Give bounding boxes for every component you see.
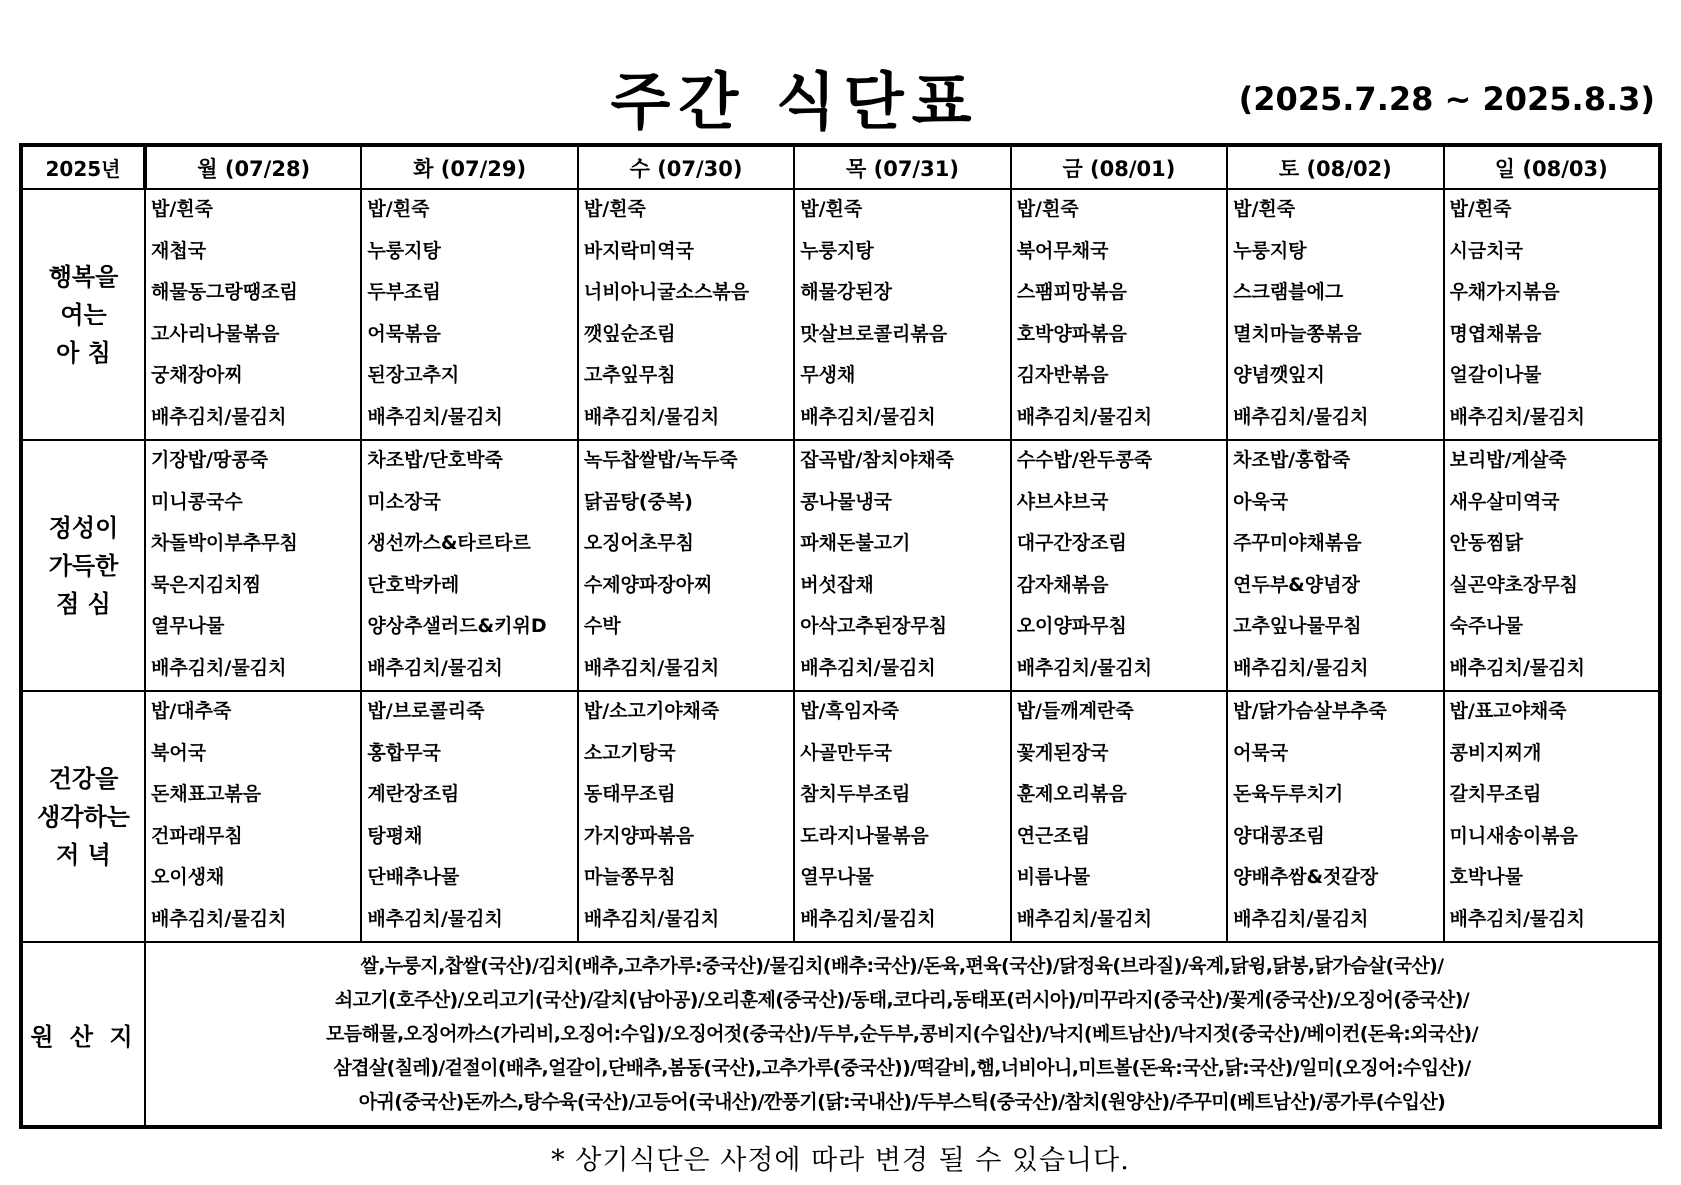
origin-line: 쇠고기(호주산)/오리고기(국산)/갈치(남아공)/오리훈제(중국산)/동태,코다리,동태포(러시아)/미꾸라지(중국산)/꽃게(중국산)/오징어(중국산)/ [334,989,1470,1011]
meal-row-breakfast [21,189,1660,440]
dish-item: 잡곡밥/참치야채죽 [800,449,955,471]
dish-item: 배추김치/물김치 [367,405,503,428]
dish-item: 주꾸미야채볶음 [1233,532,1362,554]
dish-item: 궁채장아찌 [151,364,243,386]
dish-item: 양상추샐러드&키위D [367,615,547,637]
dish-item: 너비아니굴소스볶음 [583,281,750,303]
dish-item: 대구간장조림 [1016,532,1127,554]
dish-item: 누룽지탕 [367,239,441,262]
dish-item: 미니새송이볶음 [1449,824,1579,847]
dish-item: 차조밥/홍합죽 [1233,449,1351,471]
menu-cell-wed [578,440,794,691]
dish-item: 배추김치/물김치 [151,656,287,679]
menu-cell-sun [1444,440,1660,691]
origin-label: 원 산 지 [21,942,145,1127]
day-header-sat: 토 (08/02) [1227,145,1443,189]
menu-cell-sun [1444,189,1660,440]
dish-item: 배추김치/물김치 [1233,907,1369,930]
dish-item: 오징어초무침 [583,532,694,554]
dish-item: 양념깻잎지 [1233,364,1325,386]
menu-cell-tue [361,189,577,440]
dish-item: 보리밥/게살죽 [1449,449,1567,471]
dish-item: 생선까스&타르타르 [367,532,531,554]
dish-item: 탕평채 [367,824,423,847]
dish-item: 배추김치/물김치 [1016,405,1153,428]
dish-item: 홍합무국 [367,741,441,764]
dish-item: 갈치무조림 [1449,783,1542,805]
dish-item: 숙주나물 [1449,615,1523,637]
dish-item: 마늘쫑무침 [583,866,676,888]
dish-item: 참치두부조림 [800,783,911,805]
dish-item: 밥/표고야채죽 [1449,700,1567,722]
dish-item: 호박나물 [1449,866,1523,888]
dish-item: 밥/소고기야채죽 [583,700,720,722]
dish-item: 꽃게된장국 [1016,741,1109,764]
meal-label: 정성이 가득한 점 심 [21,440,145,691]
dish-item: 배추김치/물김치 [583,656,720,679]
dish-item: 해물강된장 [800,281,893,303]
dish-item: 수박 [583,615,621,637]
menu-cell-sun [1444,691,1660,942]
dish-item: 파채돈불고기 [800,532,911,554]
menu-cell-sat [1227,189,1443,440]
dish-item: 열무나물 [800,866,874,888]
menu-cell-thu [794,691,1010,942]
origin-line: 아귀(중국산)돈까스,탕수육(국산)/고등어(국내산)/깐풍기(닭:국내산)/두부스틱(중국산)/참치(원양산)/주꾸미(베트남산)/콩가루(수입산) [358,1091,1446,1113]
dish-item: 소고기탕국 [583,741,676,764]
day-header-thu: 목 (07/31) [794,145,1010,189]
dish-item: 기장밥/땅콩죽 [151,449,269,471]
dish-item: 된장고추지 [367,364,460,386]
dish-item: 아삭고추된장무침 [800,615,948,637]
footnote: * 상기식단은 사정에 따라 변경 될 수 있습니다. [551,1145,1130,1176]
year-header: 2025년 [21,145,145,189]
dish-item: 두부조림 [367,281,441,303]
dish-item: 멸치마늘쫑볶음 [1233,322,1362,345]
dish-item: 안동찜닭 [1449,532,1523,554]
dish-item: 연근조림 [1016,824,1091,847]
dish-item: 감자채볶음 [1016,573,1109,596]
dish-item: 밥/흰죽 [1449,198,1512,220]
dish-item: 수수밥/완두콩죽 [1016,449,1153,471]
menu-cell-fri [1011,440,1227,691]
dish-item: 배추김치/물김치 [1016,656,1153,679]
dish-item: 샤브샤브국 [1016,490,1109,513]
menu-cell-wed [578,189,794,440]
menu-cell-thu [794,440,1010,691]
day-header-sun: 일 (08/03) [1444,145,1660,189]
dish-item: 밥/흑임자죽 [800,700,899,722]
dish-item: 북어무채국 [1016,239,1109,262]
day-header-fri: 금 (08/01) [1011,145,1227,189]
meal-row-lunch [21,440,1660,691]
dish-item: 콩나물냉국 [800,490,893,513]
dish-item: 단호박카레 [367,573,460,596]
dish-item: 배추김치/물김치 [800,907,936,930]
menu-cell-fri [1011,189,1227,440]
dish-item: 사골만두국 [800,741,893,764]
dish-item: 배추김치/물김치 [367,907,503,930]
dish-item: 훈제오리볶음 [1016,783,1127,805]
dish-item: 재첩국 [151,239,207,262]
dish-item: 명엽채볶음 [1449,322,1542,345]
dish-item: 배추김치/물김치 [583,907,720,930]
meal-row-dinner [21,691,1660,942]
dish-item: 무생채 [800,364,856,386]
dish-item: 배추김치/물김치 [583,405,720,428]
dish-item: 도라지나물볶음 [800,824,929,847]
menu-cell-sat [1227,440,1443,691]
weekly-menu-table [19,143,1662,1129]
dish-item: 아욱국 [1233,490,1289,513]
dish-item: 건파래무침 [151,824,243,847]
dish-item: 밥/들깨계란죽 [1016,700,1134,722]
dish-item: 열무나물 [151,615,225,637]
dish-item: 밥/흰죽 [1016,198,1079,220]
dish-item: 양대콩조림 [1233,824,1325,847]
dish-item: 깻잎순조림 [583,322,676,345]
dish-item: 우채가지볶음 [1449,281,1560,303]
dish-item: 묵은지김치찜 [151,573,262,596]
dish-item: 밥/흰죽 [151,198,214,220]
dish-item: 미니콩국수 [151,490,243,513]
dish-item: 돈채표고볶음 [151,783,262,805]
dish-item: 돈육두루치기 [1233,783,1344,805]
dish-item: 배추김치/물김치 [1233,656,1369,679]
dish-item: 밥/흰죽 [800,198,863,220]
origin-line: 모듬해물,오징어까스(가리비,오징어:수입)/오징어젓(중국산)/두부,순두부,콩비지(수입산)/낙지(베트남산)/낙지젓(중국산)/베이컨(돈육:외국산)/ [326,1023,1478,1045]
menu-cell-tue [361,440,577,691]
menu-cell-sat [1227,691,1443,942]
dish-item: 미소장국 [367,490,441,513]
dish-item: 수제양파장아찌 [583,573,713,596]
date-range: (2025.7.28 ~ 2025.8.3) [1238,80,1655,118]
menu-cell-tue [361,691,577,942]
dish-item: 호박양파볶음 [1016,322,1127,345]
dish-item: 김자반볶음 [1016,364,1109,386]
dish-item: 배추김치/물김치 [1449,907,1585,930]
dish-item: 단배추나물 [367,866,460,888]
dish-item: 맛살브로콜리볶음 [800,322,948,345]
dish-item: 시금치국 [1449,239,1523,262]
page-title: 주간 식단표 [610,65,980,138]
dish-item: 어묵국 [1233,741,1289,764]
dish-item: 바지락미역국 [583,239,694,262]
origin-line: 쌀,누룽지,찹쌀(국산)/김치(배추,고추가루:중국산)/물김치(배추:국산)/돈육,편육(국산)/닭정육(브라질)/육계,닭윙,닭봉,닭가슴살(국산)/ [360,955,1444,977]
dish-item: 밥/흰죽 [367,198,430,220]
dish-item: 계란장조림 [367,783,460,805]
dish-item: 얼갈이나물 [1449,364,1542,386]
menu-cell-mon [145,440,361,691]
dish-item: 밥/흰죽 [583,198,646,220]
dish-item: 가지양파볶음 [583,824,694,847]
dish-item: 배추김치/물김치 [1233,405,1369,428]
dish-item: 배추김치/물김치 [1449,656,1585,679]
meal-label: 행복을 여는 아 침 [21,189,145,440]
dish-item: 배추김치/물김치 [1016,907,1153,930]
dish-item: 해물동그랑땡조림 [151,281,298,303]
dish-item: 배추김치/물김치 [151,405,287,428]
menu-cell-wed [578,691,794,942]
dish-item: 밥/대추죽 [151,700,232,722]
dish-item: 밥/닭가슴살부추죽 [1233,700,1387,722]
dish-item: 차조밥/단호박죽 [367,449,503,471]
dish-item: 양배추쌈&젓갈장 [1233,866,1379,888]
dish-item: 고추잎나물무침 [1233,615,1362,637]
dish-item: 차돌박이부추무침 [151,532,298,554]
dish-item: 실곤약초장무침 [1449,573,1579,596]
dish-item: 고사리나물볶음 [151,322,280,345]
dish-item: 버섯잡채 [800,573,874,596]
origin-info [145,942,1660,1127]
dish-item: 스팸피망볶음 [1016,281,1127,303]
dish-item: 오이양파무침 [1016,615,1127,637]
dish-item: 새우살미역국 [1449,490,1560,513]
dish-item: 누룽지탕 [800,239,874,262]
day-header-tue: 화 (07/29) [361,145,577,189]
dish-item: 오이생채 [151,866,225,888]
day-header-mon: 월 (07/28) [145,145,361,189]
dish-item: 동태무조림 [583,783,676,805]
dish-item: 고추잎무침 [583,364,676,386]
dish-item: 누룽지탕 [1233,239,1307,262]
dish-item: 콩비지찌개 [1449,741,1542,764]
origin-line: 삼겹살(칠레)/겉절이(배추,얼갈이,단배추,봄동(국산),고추가루(중국산))/떡갈비,햄,너비아니,미트볼(돈육:국산,닭:국산)/일미(오징어:수입산)/ [333,1057,1471,1079]
dish-item: 어묵볶음 [367,322,441,345]
dish-item: 닭곰탕(중복) [583,490,693,513]
dish-item: 배추김치/물김치 [1449,405,1585,428]
meal-label: 건강을 생각하는 저 녁 [21,691,145,942]
origin-row [21,942,1660,1127]
dish-item: 배추김치/물김치 [800,656,936,679]
day-header-wed: 수 (07/30) [578,145,794,189]
menu-cell-thu [794,189,1010,440]
dish-item: 북어국 [151,741,207,764]
dish-item: 배추김치/물김치 [367,656,503,679]
menu-cell-fri [1011,691,1227,942]
dish-item: 연두부&양념장 [1233,573,1360,596]
menu-cell-mon [145,189,361,440]
dish-item: 녹두찹쌀밥/녹두죽 [583,449,738,471]
dish-item: 밥/흰죽 [1233,198,1296,220]
menu-cell-mon [145,691,361,942]
dish-item: 스크램블에그 [1233,281,1344,303]
dish-item: 밥/브로콜리죽 [367,700,485,722]
header-row [21,145,1660,189]
dish-item: 비름나물 [1016,866,1091,888]
dish-item: 배추김치/물김치 [800,405,936,428]
dish-item: 배추김치/물김치 [151,907,287,930]
